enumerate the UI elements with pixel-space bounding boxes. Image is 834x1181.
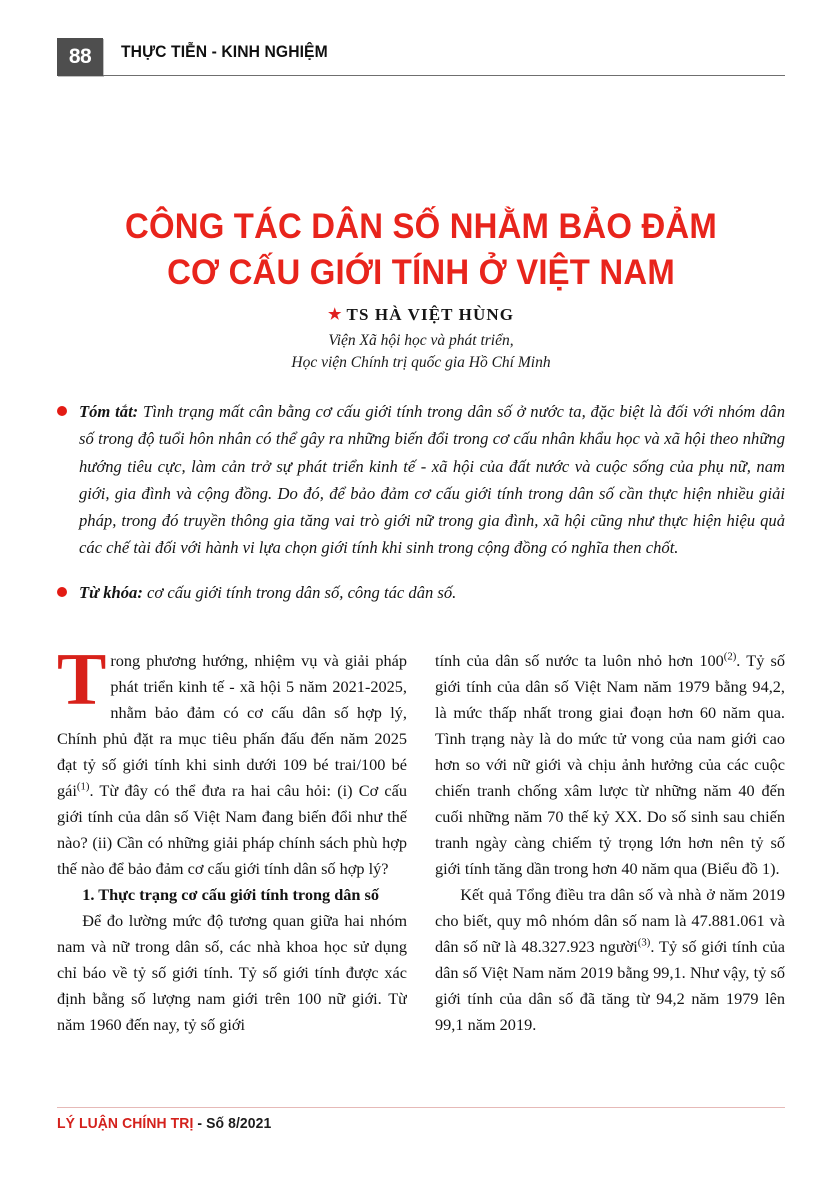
body-paragraph bbox=[435, 882, 785, 1038]
page-number-badge: 88 bbox=[57, 38, 103, 76]
body-text: . Tỷ số giới tính của dân số Việt Nam năm 1979 bằng 94,2, là mức thấp nhất trong giai đoạn hơn 60 năm qua. Tình trạng này là do mức tử vong của nam giới cao hơn so với nữ giới và chịu ảnh hưởng của các cuộc chiến tranh chống xâm lược từ những năm 40 đến cuối những năm 70 thế kỷ XX. Do số sinh sau chiến tranh ngày càng chiếm tỷ trọng lớn hơn nên tỷ số giới tính tăng dần trong hơn 40 năm qua (Biểu đồ 1). bbox=[435, 651, 785, 878]
header-divider bbox=[103, 75, 785, 76]
issue-number: - Số 8/2021 bbox=[193, 1115, 272, 1132]
keywords-label: Từ khóa: bbox=[79, 582, 143, 602]
star-icon: ★ bbox=[327, 307, 343, 323]
body-column-right bbox=[435, 648, 785, 1060]
body-text: tính của dân số nước ta luôn nhỏ hơn 100 bbox=[435, 651, 724, 670]
body-paragraph bbox=[435, 648, 785, 882]
keywords-paragraph bbox=[57, 579, 785, 606]
article-title-line-1: CÔNG TÁC DÂN SỐ NHẰM BẢO ĐẢM bbox=[125, 207, 717, 247]
body-text: rong phương hướng, nhiệm vụ và giải pháp phát triển kinh tế - xã hội 5 năm 2021-2025, nhằm bảo đảm có cơ cấu dân số hợp lý, Chính phủ đặt ra mục tiêu phấn đấu đến năm 2025 đạt tỷ số giới tính khi sinh dưới 109 bé trai/100 bé gái bbox=[57, 651, 407, 800]
page-footer bbox=[57, 1107, 785, 1135]
abstract-block bbox=[57, 398, 785, 606]
abstract-label: Tóm tắt: bbox=[79, 402, 139, 421]
body-text: . Tỷ số giới tính của dân số Việt Nam năm 2019 bằng 99,1. Như vậy, tỷ số giới tính của dân số đã tăng từ 94,2 năm 1979 lên 99,1 năm 2019. bbox=[435, 936, 785, 1034]
page-header bbox=[57, 38, 785, 78]
drop-cap: T bbox=[57, 648, 107, 721]
body-text: Kết quả Tổng điều tra dân số và nhà ở năm 2019 cho biết, quy mô nhóm dân số nam là 47.881.061 và dân số nữ là 48.327.923 người bbox=[435, 884, 785, 956]
red-dot-icon bbox=[57, 406, 67, 416]
author-name bbox=[57, 305, 785, 325]
body-column-left bbox=[57, 648, 407, 1060]
journal-name: LÝ LUẬN CHÍNH TRỊ bbox=[57, 1115, 194, 1132]
article-title-line-2: CƠ CẤU GIỚI TÍNH Ở VIỆT NAM bbox=[167, 253, 675, 293]
section-heading-1: 1. Thực trạng cơ cấu giới tính trong dân số bbox=[82, 884, 380, 904]
footnote-marker-3: (3) bbox=[637, 936, 651, 949]
red-dot-icon bbox=[57, 587, 67, 597]
keywords-text: cơ cấu giới tính trong dân số, công tác dân số. bbox=[142, 582, 457, 602]
footer-divider bbox=[57, 1107, 785, 1108]
abstract-text: Tình trạng mất cân bằng cơ cấu giới tính trong dân số ở nước ta, đặc biệt là đối với nhóm dân số trong độ tuổi hôn nhân có thể gây ra những biến đổi trong cơ cấu nhân khẩu học và xã hội theo những hướng tiêu cực, làm cản trở sự phát triển kinh tế - xã hội của đất nước và cuộc sống của phụ nữ, nam giới, gia đình và cộng đồng. Do đó, để bảo đảm cơ cấu giới tính trong dân số cần thực hiện nhiều giải pháp, trong đó truyền thông gia tăng vai trò giới nữ trong gia đình, xã hội cũng như thực hiện hiệu quả các chế tài đối với hành vi lựa chọn giới tính khi sinh trong cộng đồng có nghĩa then chốt. bbox=[79, 402, 785, 558]
article-title bbox=[57, 207, 785, 293]
body-paragraph bbox=[57, 648, 407, 882]
abstract-paragraph bbox=[57, 398, 785, 562]
body-columns bbox=[57, 648, 785, 1060]
byline bbox=[57, 305, 785, 374]
author-affiliation-line-1: Viện Xã hội học và phát triển, bbox=[328, 332, 514, 349]
body-text: . Từ đây có thể đưa ra hai câu hỏi: (i) Cơ cấu giới tính của dân số Việt Nam đang biến đổi như thế nào? (ii) Cần có những giải pháp chính sách phù hợp thế nào để bảo đảm cơ cấu giới tính dân số hợp lý? bbox=[57, 780, 407, 878]
author-affiliation-line-2: Học viện Chính trị quốc gia Hồ Chí Minh bbox=[291, 354, 551, 371]
footnote-marker-2: (2) bbox=[723, 650, 737, 663]
footnote-marker-1: (1) bbox=[76, 780, 90, 793]
body-paragraph: Để đo lường mức độ tương quan giữa hai nhóm nam và nữ trong dân số, các nhà khoa học sử dụng chỉ báo về tỷ số giới tính. Tỷ số giới tính được xác định bằng số lượng nam giới trên 100 nữ giới. Từ năm 1960 đến nay, tỷ số giới bbox=[57, 910, 407, 1034]
section-kicker: THỰC TIỄN - KINH NGHIỆM bbox=[121, 43, 328, 61]
footer-text bbox=[57, 1115, 271, 1132]
author-name-text: TS HÀ VIỆT HÙNG bbox=[346, 305, 515, 324]
